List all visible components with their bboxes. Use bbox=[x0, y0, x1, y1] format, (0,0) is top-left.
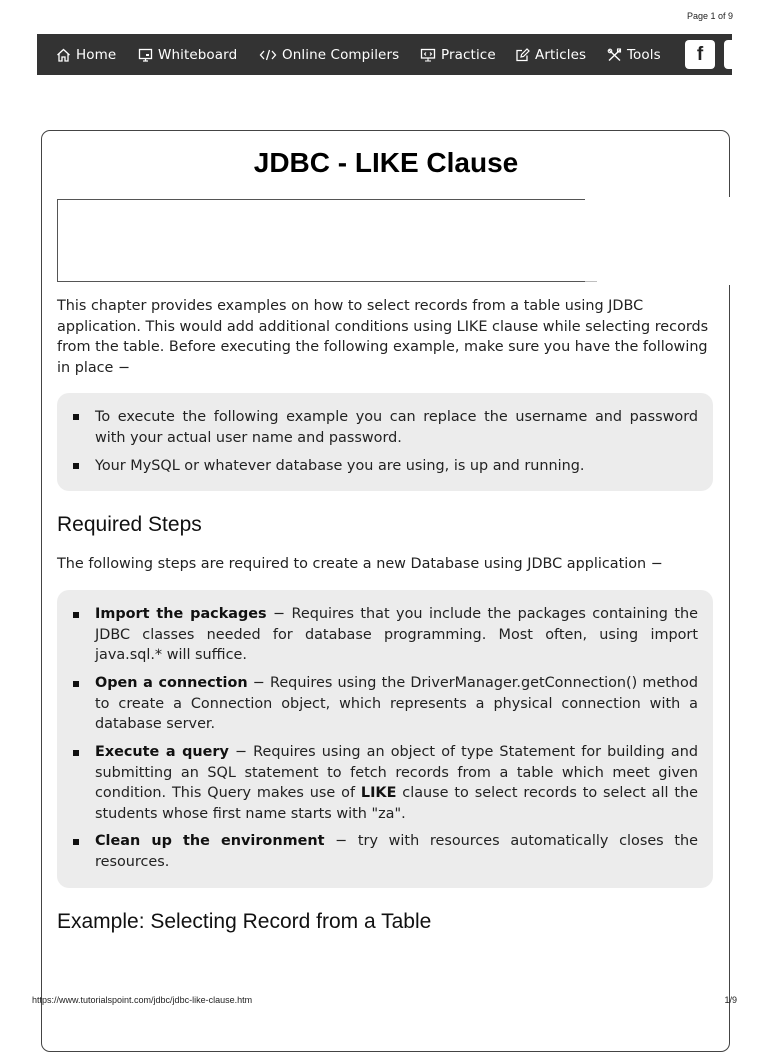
nav-tools-label: Tools bbox=[627, 46, 661, 63]
nav-whiteboard-label: Whiteboard bbox=[158, 46, 238, 63]
step-item bbox=[95, 673, 698, 735]
step-desc: − Requires using an object of type Statement for building and submitting an SQL statement to fetch records from a table which meet given condition. This Query makes use of bbox=[95, 744, 699, 801]
facebook-icon[interactable] bbox=[685, 40, 715, 69]
edit-icon bbox=[515, 48, 530, 62]
nav-articles-label: Articles bbox=[535, 46, 587, 63]
social-icon-partial[interactable] bbox=[724, 40, 732, 69]
intro-paragraph: This chapter provides examples on how to select records from a table using JDBC application. This would add additional conditions using LIKE clause while selecting records from the table. Before executing the following example, make sure you have the following in place − bbox=[57, 298, 709, 376]
ad-border-left bbox=[57, 199, 58, 282]
step-item bbox=[95, 604, 698, 666]
required-steps-heading: Required Steps bbox=[57, 513, 202, 536]
steps-intro: The following steps are required to create a new Database using JDBC application − bbox=[57, 556, 663, 572]
nav-tools[interactable] bbox=[607, 34, 661, 75]
bullet-marker bbox=[73, 750, 79, 756]
like-keyword: LIKE bbox=[360, 785, 397, 801]
bullet-marker bbox=[73, 414, 79, 420]
step-desc: − Requires using the DriverManager.getConnection() method to create a Connection object, which represents a physical connection with a database server. bbox=[95, 675, 698, 732]
page-counter: Page 1 of 9 bbox=[686, 11, 733, 21]
nav-practice[interactable] bbox=[420, 34, 496, 75]
nav-home-label: Home bbox=[76, 46, 117, 63]
code-icon bbox=[259, 48, 277, 62]
nav-online-compilers-label: Online Compilers bbox=[282, 46, 400, 63]
example-heading: Example: Selecting Record from a Table bbox=[57, 910, 432, 933]
home-icon bbox=[56, 48, 71, 62]
steps-panel bbox=[57, 590, 713, 888]
nav-online-compilers[interactable] bbox=[259, 34, 399, 75]
practice-icon bbox=[420, 48, 436, 62]
step-term: Execute a query bbox=[95, 744, 229, 760]
step-term: Clean up the environment bbox=[95, 833, 325, 849]
tools-icon bbox=[607, 48, 622, 62]
ad-border-top bbox=[57, 199, 585, 200]
prerequisites-panel bbox=[57, 393, 713, 491]
facebook-glyph: f bbox=[696, 43, 704, 65]
bullet-marker bbox=[73, 839, 79, 845]
page-title: JDBC - LIKE Clause bbox=[253, 147, 519, 178]
step-term: Open a connection bbox=[95, 675, 248, 691]
nav-home[interactable] bbox=[56, 34, 116, 75]
bullet-marker bbox=[73, 681, 79, 687]
step-item bbox=[95, 831, 698, 872]
whiteboard-icon bbox=[138, 48, 153, 62]
bullet-marker bbox=[73, 463, 79, 469]
nav-articles[interactable] bbox=[515, 34, 586, 75]
ad-fade bbox=[585, 197, 730, 285]
step-term: Import the packages bbox=[95, 606, 267, 622]
bullet-marker bbox=[73, 612, 79, 618]
nav-whiteboard[interactable] bbox=[138, 34, 237, 75]
step-desc: clause to select records to select all the students whose first name starts with "za". bbox=[95, 785, 698, 822]
prereq-item: Your MySQL or whatever database you are using, is up and running. bbox=[95, 458, 585, 474]
prereq-item: To execute the following example you can replace the username and password with your actual user name and password. bbox=[95, 409, 698, 446]
step-desc: − try with resources automatically closes the resources. bbox=[95, 833, 698, 870]
footer-page-number: 1/9 bbox=[724, 995, 737, 1005]
step-item bbox=[95, 742, 698, 824]
step-desc: − Requires that you include the packages containing the JDBC classes needed for database programming. Most often, using import java.sql.* will suffice. bbox=[95, 606, 698, 663]
top-navbar bbox=[37, 34, 732, 75]
ad-border-bottom bbox=[57, 281, 597, 282]
footer-url: https://www.tutorialspoint.com/jdbc/jdbc-like-clause.htm bbox=[32, 995, 253, 1005]
nav-practice-label: Practice bbox=[441, 46, 496, 63]
